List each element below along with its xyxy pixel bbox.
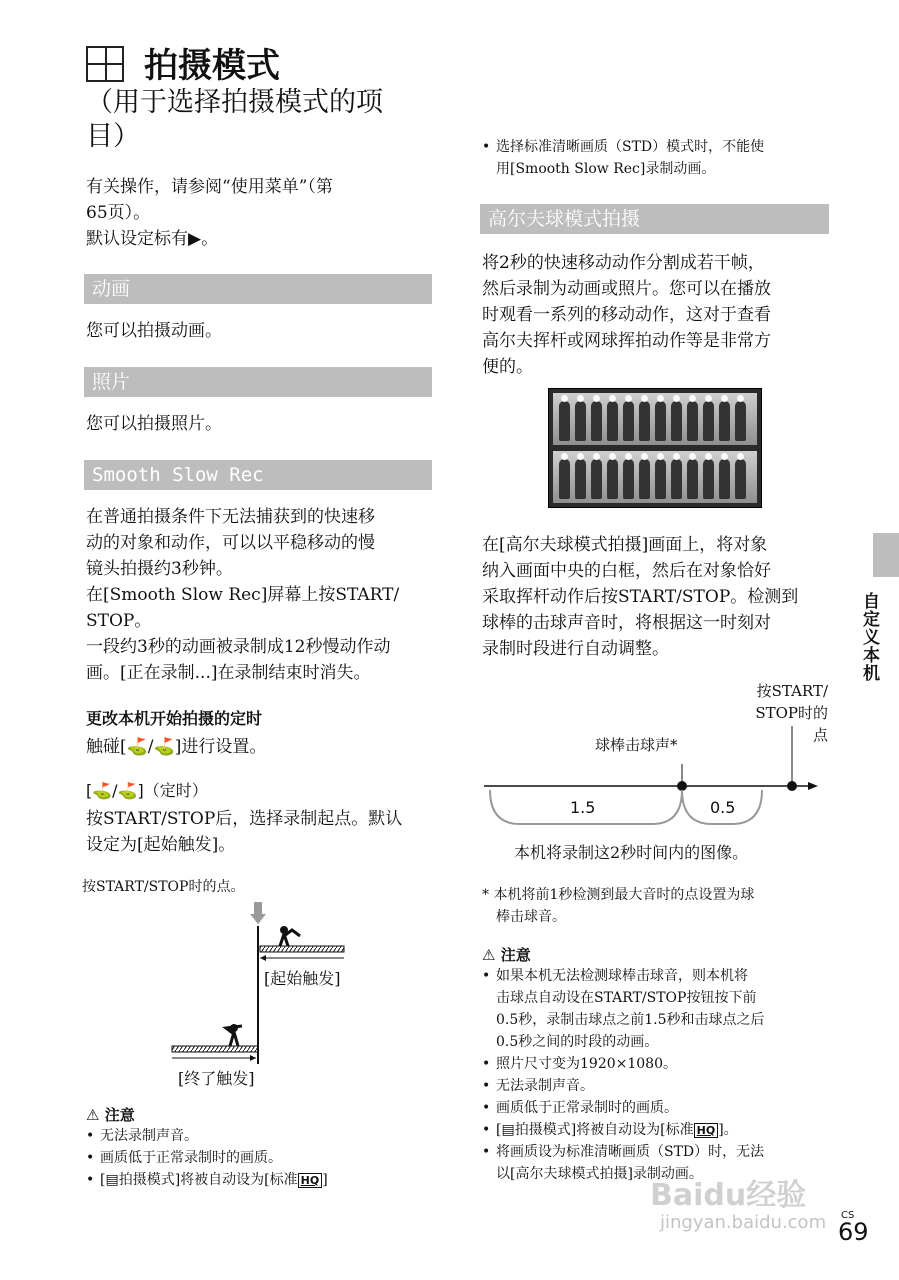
smooth-slow-rec-description (86, 504, 436, 686)
intro-line-1: 有关操作，请参阅“使用菜单”（第 (86, 177, 333, 197)
menu-grid-icon (86, 46, 124, 82)
start-trigger-label: [起始触发] (264, 969, 341, 988)
hit-sound-marker (677, 781, 687, 791)
page-number: 69 (838, 1218, 869, 1246)
chapter-label: 自定义本机 (859, 592, 879, 682)
timing-description (86, 806, 436, 858)
hit-sound-label: 球棒击球声* (595, 736, 678, 754)
notes-right-title: ⚠ 注意 (482, 946, 531, 964)
section-header-golf: 高尔夫球模式拍摄 (480, 204, 829, 234)
end-trigger-label: [终了触发] (178, 1069, 255, 1088)
golf-diagram-caption: 本机将录制这2秒时间内的图像。 (514, 843, 749, 862)
section-header-photo: 照片 (84, 367, 432, 397)
note-item: • 将画质设为标准清晰画质（STD）时，无法 以[高尔夫球模式拍摄]录制动画。 (482, 1141, 832, 1185)
page-title: 拍摄模式 (144, 46, 280, 86)
std-mode-note (482, 136, 832, 180)
slow-line-1: 在普通拍摄条件下无法捕获到的快速移 (86, 507, 375, 527)
timing-setting-heading: [⛳/⛳]（定时） (86, 781, 208, 800)
page-subtitle-line1: （用于选择拍摄模式的项 (86, 87, 383, 118)
slow-line-3: 镜头拍摄约3秒钟。 (86, 559, 233, 579)
press-point-label: 按START/ STOP时的点 (755, 682, 828, 744)
chapter-tab (873, 533, 899, 577)
note-item: • [▤拍摄模式]将被自动设为[标准 HQ ] (86, 1169, 436, 1191)
note-item: • [▤拍摄模式]将被自动设为[标准 HQ ]。 (482, 1119, 832, 1141)
end-trigger-ground (172, 1046, 258, 1052)
golf-line-2: 然后录制为动画或照片。您可以在播放 (482, 279, 771, 299)
trigger-diagram-caption: 按START/STOP时的点。 (82, 879, 245, 895)
note-item: • 无法录制声音。 (86, 1125, 436, 1147)
golf-timeline-diagram (480, 720, 830, 840)
hq-badge: HQ (694, 1123, 719, 1138)
film-icon: ▤ (105, 1172, 119, 1188)
note-item: • 照片尺寸变为1920×1080。 (482, 1053, 832, 1075)
start-trigger-ground (260, 946, 344, 952)
page-lang-code: CS (841, 1210, 855, 1221)
notes-left (86, 1104, 436, 1191)
golf-line-1: 将2秒的快速移动动作分割成若干帧， (482, 253, 765, 273)
note-item: • 无法录制声音。 (482, 1075, 832, 1097)
intro-text (86, 174, 436, 252)
press-arrow-head (250, 914, 266, 924)
section-header-movie: 动画 (84, 274, 432, 304)
note-item: • 画质低于正常录制时的画质。 (86, 1147, 436, 1169)
golf-line-5: 便的。 (482, 357, 533, 377)
notes-left-title: ⚠ 注意 (86, 1106, 135, 1124)
golfer-start-icon (280, 926, 300, 946)
golf-instr-line-3: 采取挥杆动作后按START/STOP。检测到 (482, 587, 799, 607)
hit-sound-footnote: * 本机将前1秒检测到最大音时的点设置为球 棒击球音。 (482, 887, 755, 925)
note-item: • 如果本机无法检测球棒击球音，则本机将 击球点自动设在START/STOP按钮按下前 0.5秒，录制击球点之前1.5秒和击球点之后 0.5秒之间的时段的动画。 (482, 965, 832, 1053)
duration-before-label: 1.5 (566, 798, 599, 817)
caution-icon: ⚠ (482, 946, 496, 964)
hq-badge: HQ (298, 1173, 323, 1188)
swing-strip-top (553, 393, 757, 445)
notes-right (482, 944, 832, 1185)
duration-after-label: 0.5 (706, 798, 739, 817)
intro-line-2: 65页）。 (86, 203, 151, 223)
press-point-marker (787, 781, 797, 791)
golf-instr-line-1: 在[高尔夫球模式拍摄]画面上，将对象 (482, 535, 768, 555)
photo-description: 您可以拍摄照片。 (86, 414, 222, 434)
timing-instruction: 触碰[⛳/⛳]进行设置。 (86, 737, 267, 757)
notes-left-list (86, 1125, 436, 1191)
slow-line-5: STOP。 (86, 611, 152, 631)
movie-description: 您可以拍摄动画。 (86, 321, 222, 341)
swing-strip-bottom (553, 451, 757, 503)
golf-instructions (482, 532, 832, 662)
slow-line-4: 在[Smooth Slow Rec]屏幕上按START/ (86, 585, 400, 605)
page-subtitle-line2: 目） (86, 121, 140, 152)
timing-line-1: 按START/STOP后，选择录制起点。默认 (86, 809, 403, 829)
watermark-url: jingyan.baidu.com (660, 1212, 827, 1233)
note-item: • 选择标准清晰画质（STD）模式时，不能使 用[Smooth Slow Rec]录制动画。 (482, 136, 832, 180)
golf-instr-line-2: 纳入画面中央的白框，然后在对象恰好 (482, 561, 771, 581)
golf-instr-line-4: 球棒的击球声音时，将根据这一时刻对 (482, 613, 771, 633)
press-arrow-stem (254, 902, 262, 916)
intro-line-3: 默认设定标有▶。 (86, 229, 219, 249)
slow-line-7: 画。[正在录制...]在录制结束时消失。 (86, 663, 371, 683)
golf-line-3: 时观看一系列的移动动作，这对于查看 (482, 305, 771, 325)
slow-line-6: 一段约3秒的动画被录制成12秒慢动作动 (86, 637, 391, 657)
watermark-brand: Baidu经验 (650, 1178, 807, 1213)
timing-line-2: 设定为[起始触发]。 (86, 835, 236, 855)
golf-line-4: 高尔夫挥杆或网球挥拍动作等是非常方 (482, 331, 771, 351)
timeline-arrow (808, 782, 818, 790)
golf-swing-sequence-image (548, 388, 762, 508)
note-item: • 画质低于正常录制时的画质。 (482, 1097, 832, 1119)
notes-right-list (482, 965, 832, 1185)
golfer-end-icon (226, 1024, 242, 1046)
golf-description (482, 250, 832, 380)
timing-subheading: 更改本机开始拍摄的定时 (86, 709, 263, 728)
film-icon: ▤ (501, 1122, 515, 1138)
section-header-smooth-slow-rec: Smooth Slow Rec (84, 460, 432, 490)
caution-icon: ⚠ (86, 1106, 100, 1124)
golf-instr-line-5: 录制时段进行自动调整。 (482, 639, 669, 659)
slow-line-2: 动的对象和动作，可以以平稳移动的慢 (86, 533, 375, 553)
